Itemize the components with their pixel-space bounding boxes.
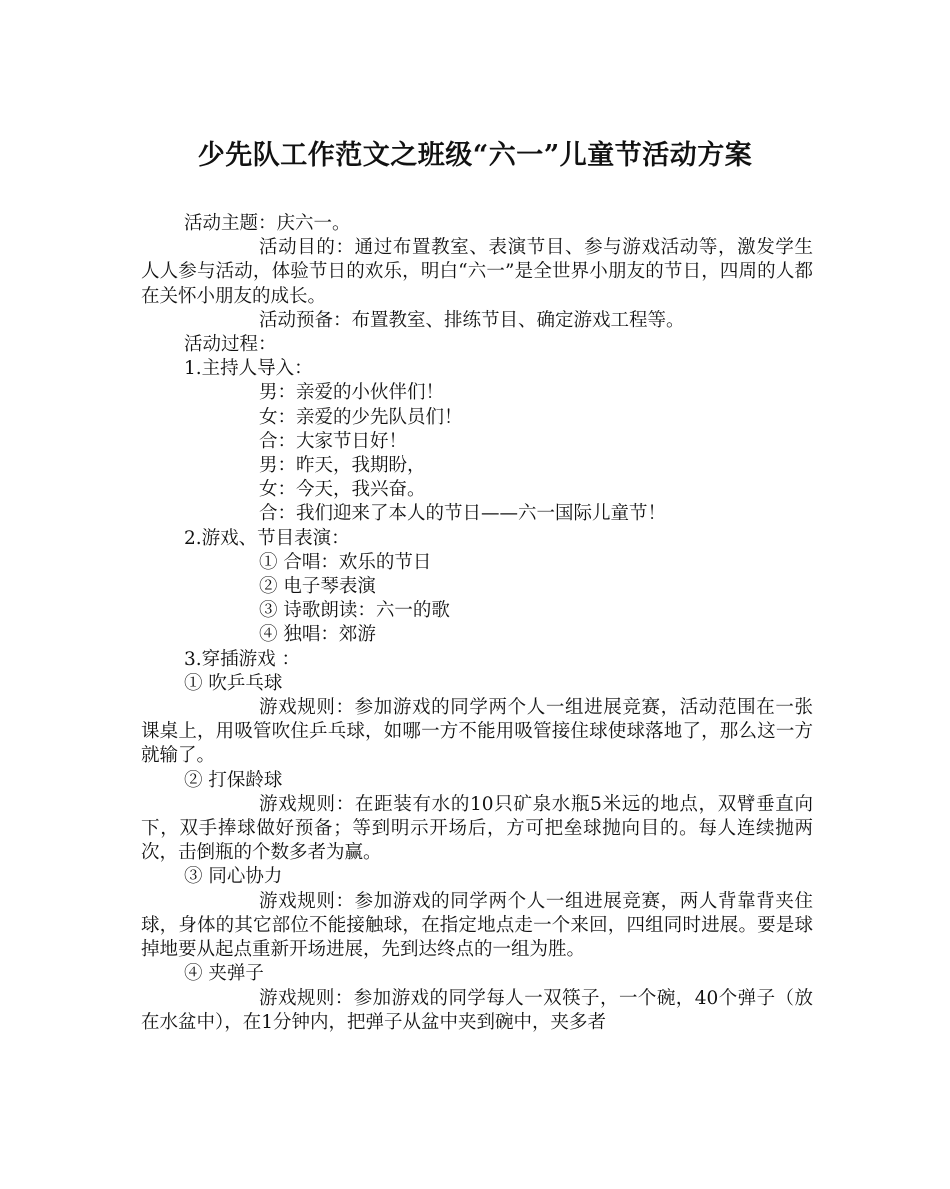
program-item: ② 电子琴表演: [259, 576, 376, 598]
document-title: 少先队工作范文之班级“六一”儿童节活动方案: [197, 140, 753, 171]
game-title: ① 吹乒乓球: [184, 672, 283, 694]
paragraph-theme: 活动主题：庆六一。: [184, 213, 351, 234]
game-title: ③ 同心协力: [184, 866, 283, 888]
game-rules: 游戏规则：在距装有水的10只矿泉水瓶5米远的地点，双臂垂直向下，双手捧球做好预备；等到明示开场后，方可把垒球抛向目的。每人连续抛两次，击倒瓶的个数多者为赢。: [141, 793, 813, 864]
game-title: ④ 夹弹子: [184, 963, 264, 985]
game-title: ② 打保龄球: [184, 769, 283, 791]
dialogue-line: 男：昨天，我期盼，: [259, 455, 426, 477]
paragraph-preparation: 活动预备：布置教室、排练节目、确定游戏工程等。: [259, 309, 685, 331]
document-body: [141, 212, 813, 1035]
heading-games: 3.穿插游戏 ：: [184, 648, 301, 670]
game-rules: 游戏规则：参加游戏的同学两个人一组进展竞赛，两人背靠背夹住球，身体的其它部位不能接触球，在指定地点走一个来回，四组同时进展。要是球掉地要从起点重新开场进展，先到达终点的一组为胜。: [141, 890, 813, 961]
paragraph-purpose: 活动目的：通过布置教室、表演节目、参与游戏活动等，激发学生人人参与活动，体验节日的欢乐，明白“六一”是全世界小朋友的节日，四周的人都在关怀小朋友的成长。: [141, 237, 813, 307]
heading-performances: 2.游戏、节目表演：: [184, 527, 350, 549]
game-rules: 游戏规则：参加游戏的同学两个人一组进展竞赛，活动范围在一张课桌上，用吸管吹住乒乓球，如哪一方不能用吸管接住球使球落地了，那么这一方就输了。: [141, 697, 813, 767]
program-item: ③ 诗歌朗读：六一的歌: [259, 600, 450, 622]
dialogue-line: 女：亲爱的少先队员们！: [259, 406, 463, 428]
program-item: ① 合唱：欢乐的节日: [259, 551, 432, 573]
program-item: ④ 独唱：郊游: [259, 624, 376, 646]
dialogue-line: 合：我们迎来了本人的节日——六一国际儿童节！: [259, 503, 667, 525]
heading-host-intro: 1.主持人导入：: [184, 358, 313, 380]
dialogue-line: 男：亲爱的小伙伴们！: [259, 382, 445, 404]
dialogue-line: 女：今天，我兴奋。: [259, 479, 426, 501]
paragraph-process: 活动过程：: [184, 334, 277, 356]
dialogue-line: 合：大家节日好！: [259, 430, 408, 452]
game-rules: 游戏规则：参加游戏的同学每人一双筷子，一个碗，40个弹子（放在水盆中），在1分钟内，把弹子从盆中夹到碗中，夹多者: [141, 987, 813, 1033]
